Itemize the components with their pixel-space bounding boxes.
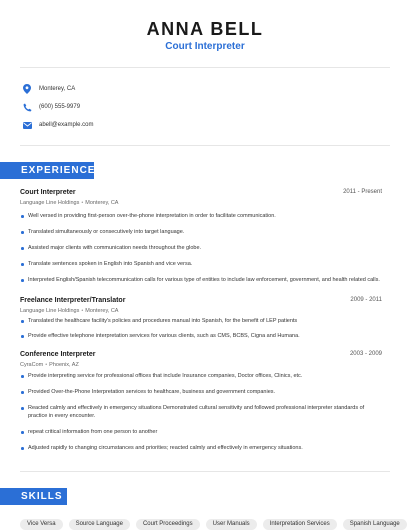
skill-tag: Vice Versa [20,519,63,530]
job-dates: 2003 - 2009 [349,351,382,357]
contact-email[interactable] [22,119,93,131]
job-dates: 2011 - Present [343,189,382,195]
experience-entry [20,189,382,284]
divider [20,471,390,472]
phone-icon [22,102,32,112]
skill-tag: Interpretation Services [263,519,337,530]
contact-phone [22,101,80,113]
skill-tag: Court Proceedings [136,519,200,530]
job-bullet: Translated the healthcare facility's policies and procedures manual into Spanish, for the benefit of LEP patients [20,317,382,325]
job-company: Language Line Holdings [20,308,80,314]
job-company-line: Language Line Holdings • Monterey, CA [20,308,119,314]
contact-email-text[interactable]: abell@example.com [39,122,94,128]
contact-location [22,83,75,95]
job-bullet: Provide interpreting service for professional offices that include Insurance companies, Doctor offices, Clinics, etc. [20,372,382,380]
job-bullet: Reacted calmly and effectively in emergency situations Demonstrated cultural sensitivity and followed professional interpreter standards of practice in every encounter. [20,404,382,420]
divider [20,145,390,146]
job-company-line: Language Line Holdings • Monterey, CA [20,200,119,206]
job-bullet: Translated simultaneously or consecutively into target language. [20,228,382,236]
skills-list [20,519,407,530]
job-bullet: Translate sentences spoken in English into Spanish and vice versa. [20,260,382,268]
experience-entry [20,297,382,340]
skill-tag: Spanish Language [343,519,407,530]
job-title: Court Interpreter [20,189,76,196]
job-company: Language Line Holdings [20,200,80,206]
job-bullet: Adjusted rapidly to changing circumstances and priorities; reacted calmly and effectively in emergency situations. [20,444,382,452]
job-bullet: Interpreted English/Spanish telecommunication calls for various type of entities to include law enforcement, government, and health related calls. [20,276,382,284]
job-location: Monterey, CA [85,200,119,206]
candidate-title: Court Interpreter [165,41,245,52]
contact-phone-text: (600) 555-9979 [39,104,81,110]
job-bullet: Well versed in providing first-person over-the-phone interpretation in order to facilitate communication. [20,212,382,220]
job-bullet: Provided Over-the-Phone Interpretation services to healthcare, business and government companies. [20,388,382,396]
job-bullet: Provide effective telephone interpretation services for various clients, such as CMS, BCBS, Cigna and Humana. [20,332,382,340]
job-company-line: CyraCom • Phoenix, AZ [20,362,79,368]
map-pin-icon [22,84,32,94]
experience-section-heading: EXPERIENCE [0,162,94,179]
job-bullet: Assisted major clients with communication needs throughout the globe. [20,244,382,252]
experience-entry [20,351,382,452]
candidate-name: ANNA BELL [146,19,264,39]
envelope-icon [22,120,32,130]
divider [20,67,390,68]
job-bullet: repeat critical information from one person to another [20,428,382,436]
job-dates: 2009 - 2011 [350,297,382,303]
job-location: Monterey, CA [85,308,119,314]
contact-location-text: Monterey, CA [39,86,76,92]
job-company: CyraCom [20,362,44,368]
skill-tag: Source Language [69,519,130,530]
skill-tag: User Manuals [206,519,257,530]
skills-section-heading: SKILLS [0,488,67,505]
job-location: Phoenix, AZ [49,362,79,368]
job-title: Freelance Interpreter/Translator [20,297,126,304]
job-title: Conference Interpreter [20,351,96,358]
